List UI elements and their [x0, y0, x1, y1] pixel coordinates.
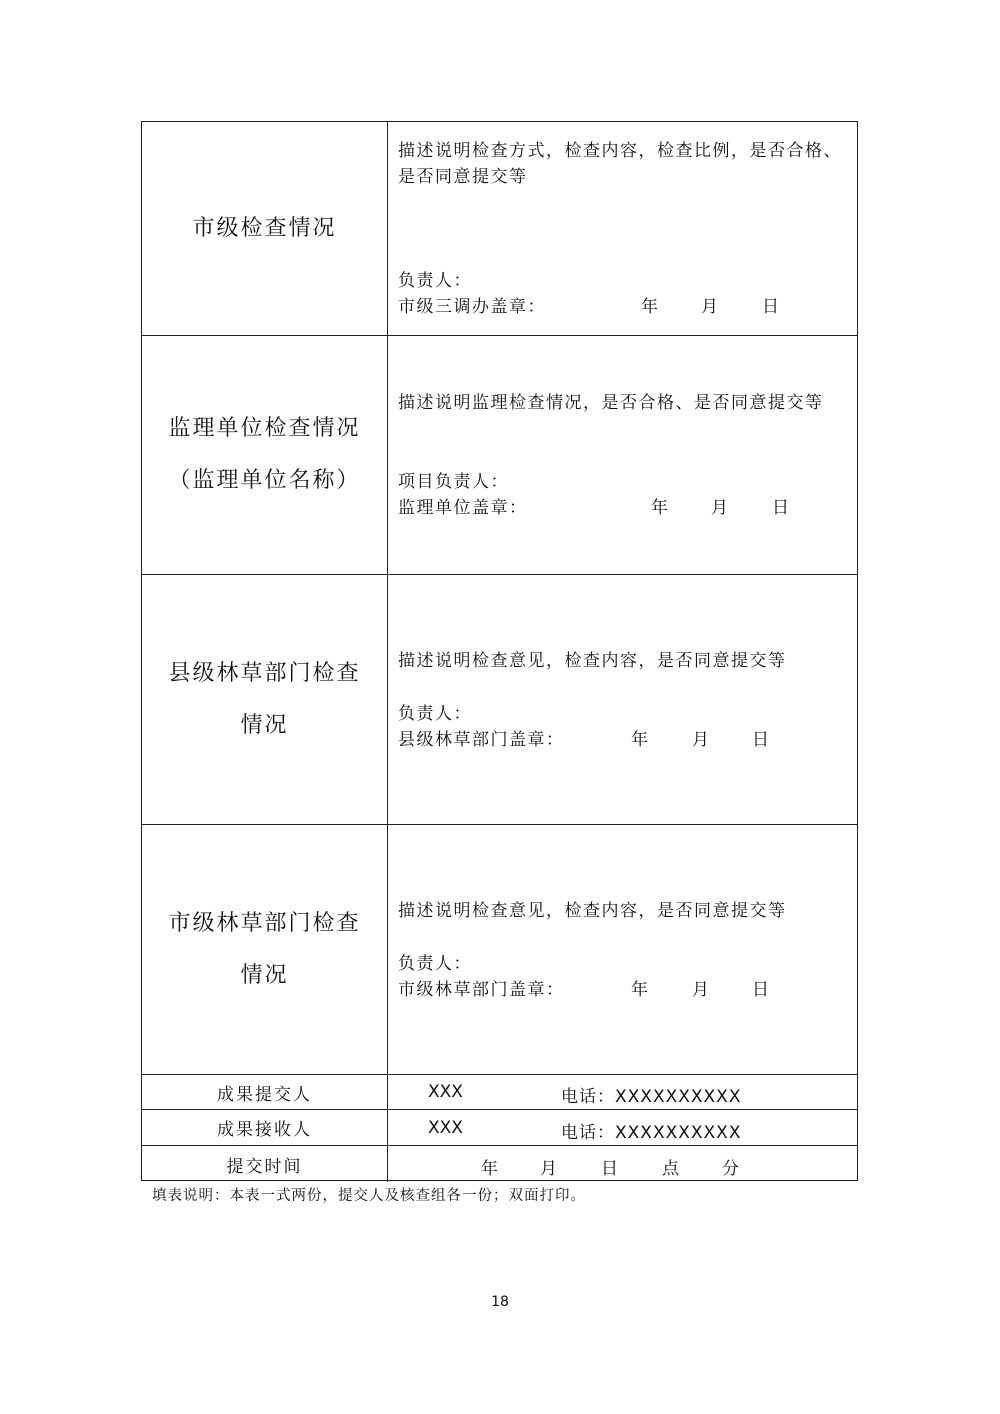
supervisor-name-label: （监理单位名称）: [168, 468, 361, 493]
row-content-cell: [388, 1146, 857, 1182]
minute-label: 分: [722, 1159, 739, 1179]
seal-label: 市级林草部门盖章：: [398, 980, 565, 1000]
row-label: 县级林草部门检查情况: [168, 660, 361, 738]
row-label: 提交时间: [226, 1156, 303, 1177]
row-label-cell: [142, 575, 388, 824]
year-label: 年: [631, 980, 648, 1000]
row-county-forest-check: [142, 575, 857, 825]
day-label: 日: [752, 730, 769, 750]
description-text: 描述说明检查方式，检查内容，检查比例，是否合格、是否同意提交等: [398, 141, 842, 187]
row-content-cell: [388, 1110, 857, 1145]
project-lead-label: 项目负责人：: [398, 472, 509, 492]
row-supervisor-check: [142, 336, 857, 575]
row-city-check: [142, 122, 857, 336]
seal-label: 县级林草部门盖章：: [398, 730, 565, 750]
row-submitter: [142, 1075, 857, 1110]
row-label: 成果提交人: [217, 1084, 312, 1105]
row-label-cell: [142, 1146, 388, 1182]
month-label: 月: [711, 498, 728, 518]
row-label-cell: [142, 825, 388, 1074]
submitter-name: XXX: [428, 1082, 463, 1102]
row-label: 成果接收人: [217, 1120, 312, 1140]
day-label: 日: [762, 297, 779, 317]
month-label: 月: [701, 297, 718, 317]
responsible-person-label: 负责人：: [398, 954, 472, 974]
month-label: 月: [540, 1159, 557, 1179]
row-label-cell: [142, 336, 388, 574]
seal-label: 监理单位盖章：: [398, 498, 528, 518]
row-label: 监理单位检查情况: [168, 416, 361, 441]
day-label: 日: [752, 980, 769, 1000]
receiver-name: XXX: [428, 1118, 463, 1138]
year-label: 年: [641, 297, 658, 317]
seal-label: 市级三调办盖章：: [398, 297, 546, 317]
page-number: 18: [491, 1294, 509, 1310]
description-text: 描述说明检查意见，检查内容，是否同意提交等: [398, 651, 787, 671]
row-label-cell: [142, 1075, 388, 1109]
day-label: 日: [772, 498, 789, 518]
day-label: 日: [601, 1159, 618, 1179]
row-content-cell: [388, 575, 857, 824]
row-content-cell: [388, 122, 857, 335]
row-receiver: [142, 1110, 857, 1146]
year-label: 年: [481, 1159, 498, 1179]
form-instructions-note: 填表说明：本表一式两份，提交人及核查组各一份；双面打印。: [152, 1188, 586, 1204]
row-content-cell: [388, 825, 857, 1074]
row-submit-time: [142, 1146, 857, 1182]
row-content-cell: [388, 336, 857, 574]
row-city-forest-check: [142, 825, 857, 1075]
hour-label: 点: [662, 1159, 679, 1179]
receiver-phone: 电话：XXXXXXXXXX: [561, 1123, 742, 1143]
month-label: 月: [692, 730, 709, 750]
year-label: 年: [651, 498, 668, 518]
description-text: 描述说明检查意见，检查内容，是否同意提交等: [398, 901, 787, 921]
row-content-cell: [388, 1075, 857, 1109]
row-label: 市级检查情况: [192, 215, 337, 241]
year-label: 年: [631, 730, 648, 750]
submitter-phone: 电话：XXXXXXXXXX: [561, 1087, 742, 1107]
row-label: 市级林草部门检查情况: [168, 910, 361, 988]
row-label-cell: [142, 122, 388, 335]
responsible-person-label: 负责人：: [398, 271, 472, 291]
description-text: 描述说明监理检查情况，是否合格、是否同意提交等: [398, 393, 824, 413]
month-label: 月: [692, 980, 709, 1000]
inspection-form-table: [141, 121, 858, 1181]
row-label-cell: [142, 1110, 388, 1145]
responsible-person-label: 负责人：: [398, 704, 472, 724]
